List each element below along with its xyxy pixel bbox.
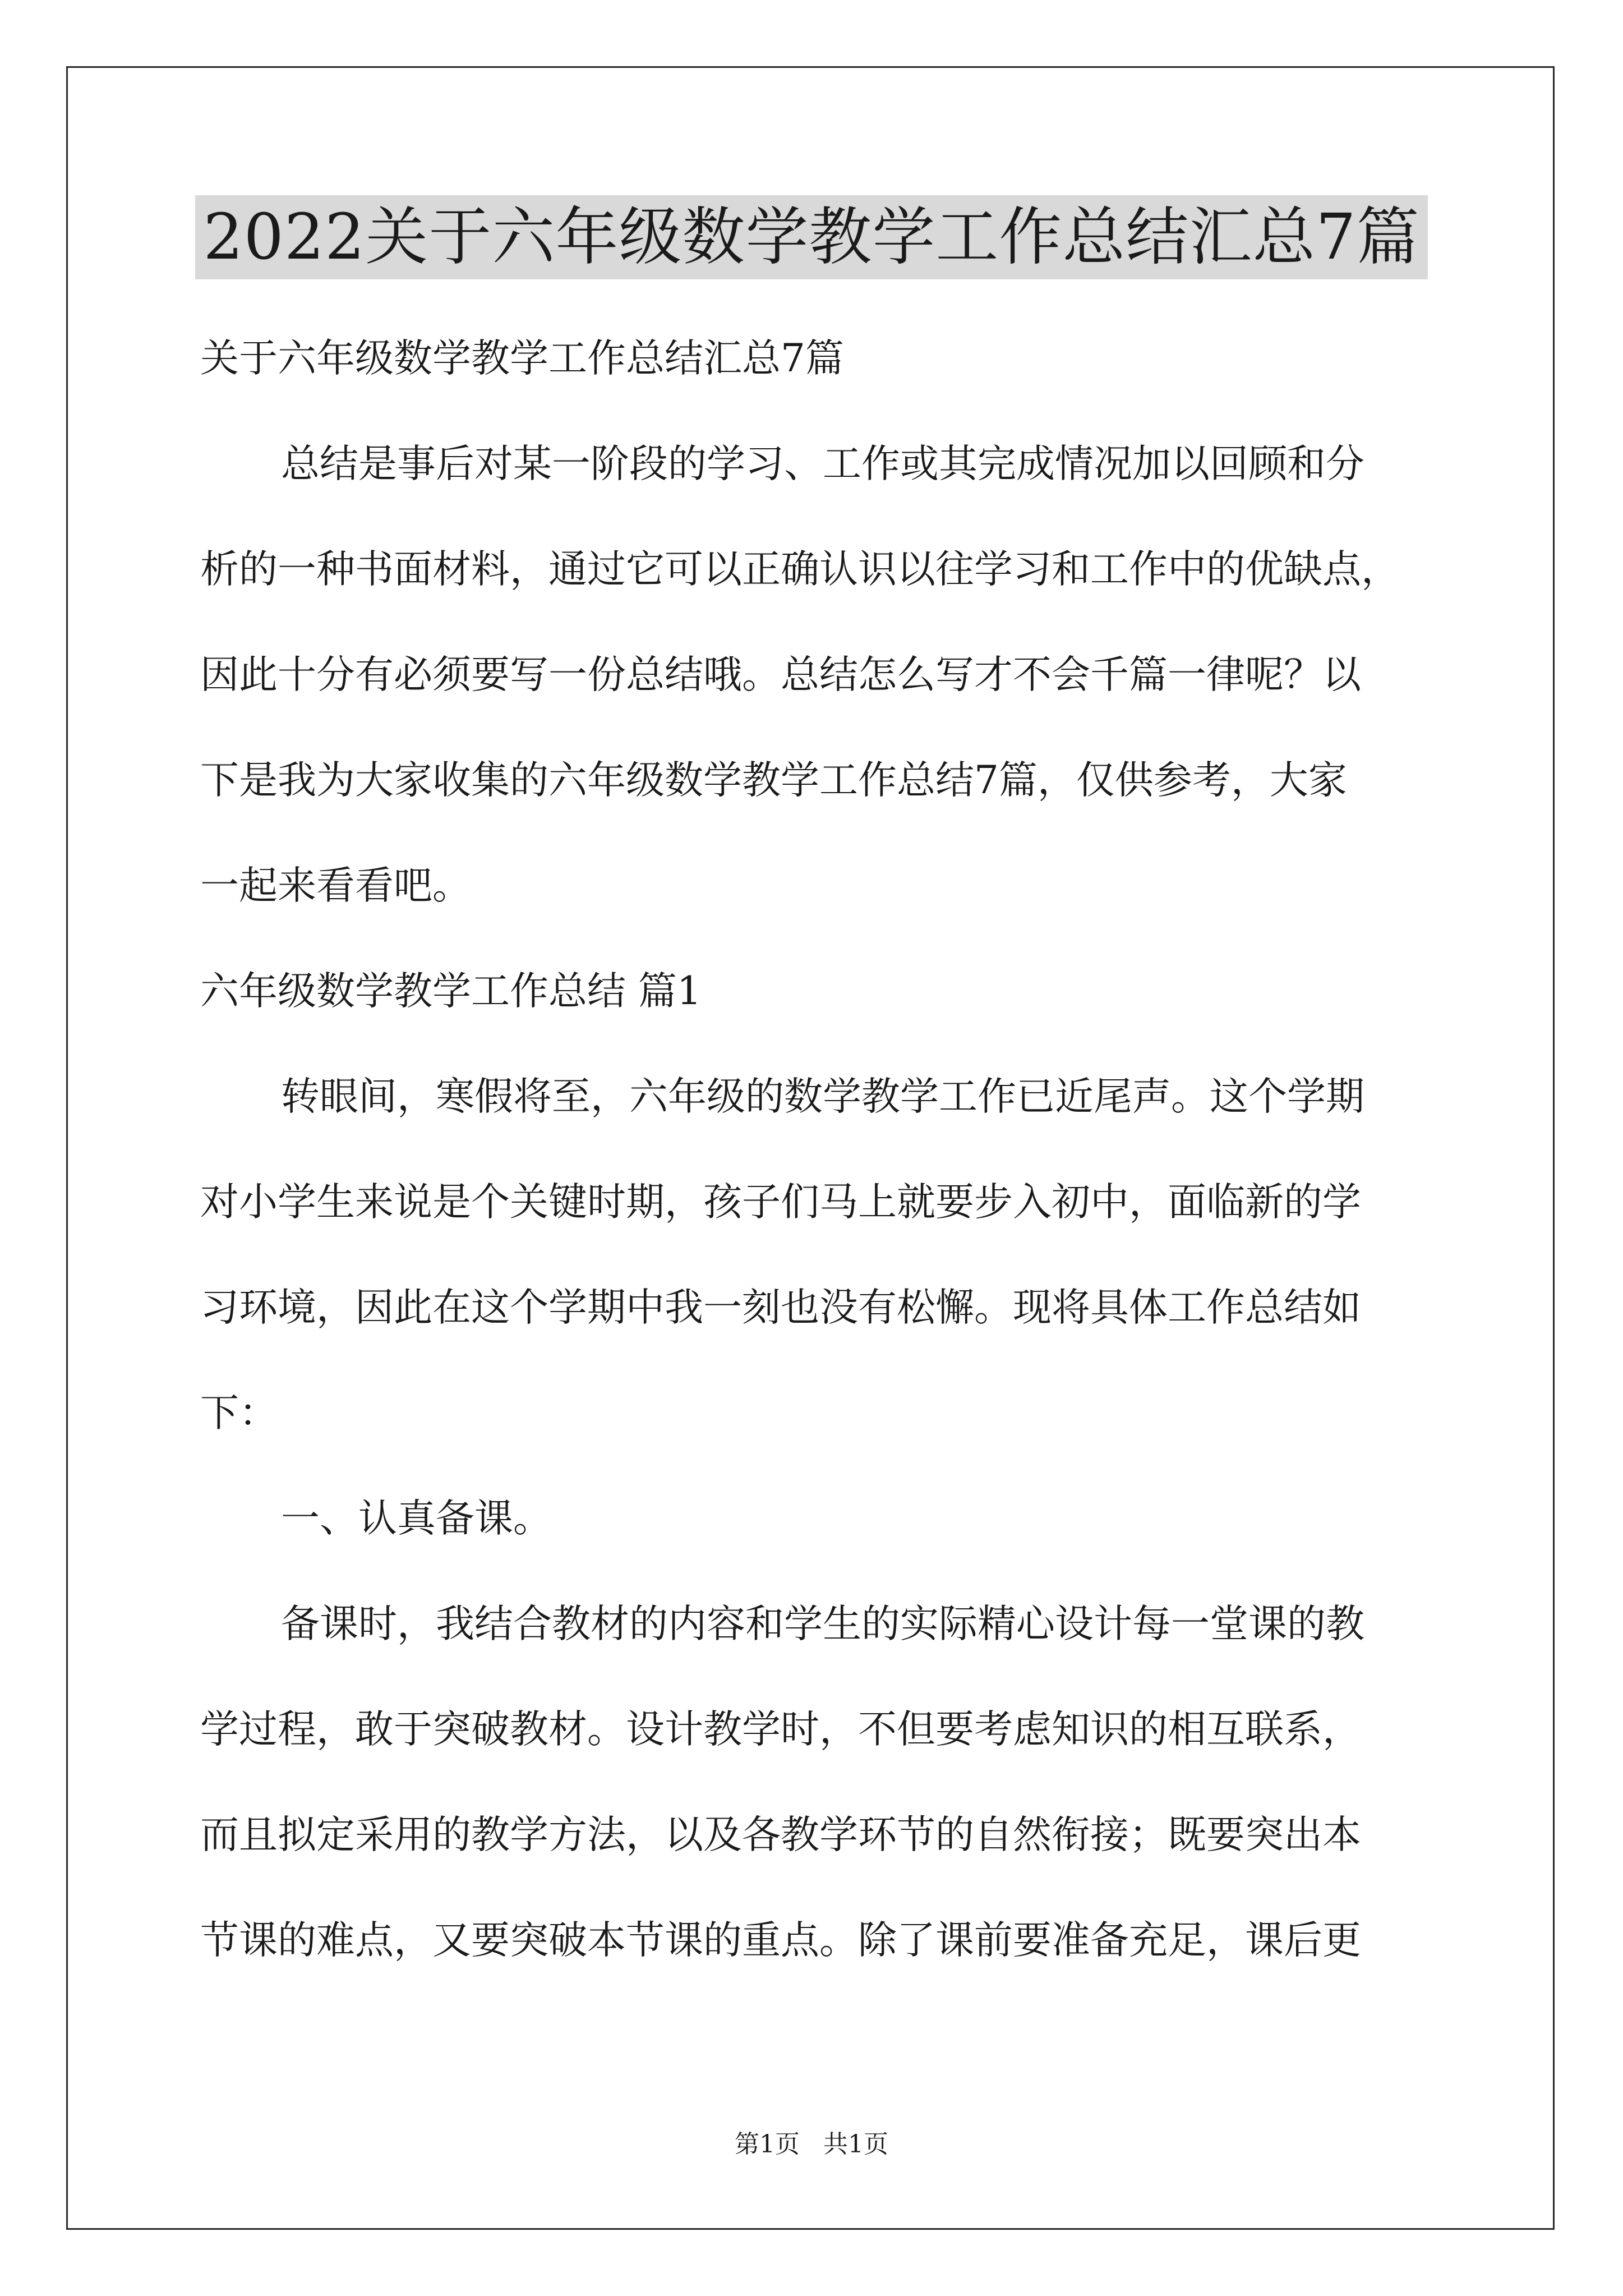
paragraph-line: 一起来看看吧。 <box>200 863 471 908</box>
document-body <box>200 306 1426 1993</box>
paragraph-line: 节课的难点，又要突破本节课的重点。除了课前要准备充足，课后更 <box>200 1918 1361 1963</box>
paragraph-line: 因此十分有必须要写一份总结哦。总结怎么写才不会千篇一律呢？以 <box>200 652 1361 697</box>
subtitle-line: 关于六年级数学教学工作总结汇总7篇 <box>200 336 844 381</box>
paragraph-line: 转眼间，寒假将至，六年级的数学教学工作已近尾声。这个学期 <box>281 1074 1364 1119</box>
paragraph-line: 习环境，因此在这个学期中我一刻也没有松懈。现将具体工作总结如 <box>200 1285 1361 1330</box>
subsection-heading: 一、认真备课。 <box>281 1496 552 1541</box>
page-footer: 第1页 共1页 <box>735 2130 888 2159</box>
section-heading: 六年级数学教学工作总结 篇1 <box>200 969 702 1014</box>
title-block <box>0 195 1623 279</box>
paragraph-line: 而且拟定采用的教学方法，以及各教学环节的自然衔接；既要突出本 <box>200 1812 1361 1857</box>
document-title: 2022关于六年级数学教学工作总结汇总7篇 <box>195 195 1427 279</box>
paragraph-line: 总结是事后对某一阶段的学习、工作或其完成情况加以回顾和分 <box>281 441 1364 486</box>
paragraph-line: 对小学生来说是个关键时期，孩子们马上就要步入初中，面临新的学 <box>200 1180 1361 1225</box>
paragraph-line: 备课时，我结合教材的内容和学生的实际精心设计每一堂课的教 <box>281 1602 1364 1646</box>
paragraph-line: 下： <box>200 1391 278 1435</box>
paragraph-line: 析的一种书面材料，通过它可以正确认识以往学习和工作中的优缺点， <box>200 547 1400 592</box>
paragraph-line: 下是我为大家收集的六年级数学教学工作总结7篇，仅供参考，大家 <box>200 758 1347 803</box>
paragraph-line: 学过程，敢于突破教材。设计教学时，不但要考虑知识的相互联系， <box>200 1707 1361 1752</box>
